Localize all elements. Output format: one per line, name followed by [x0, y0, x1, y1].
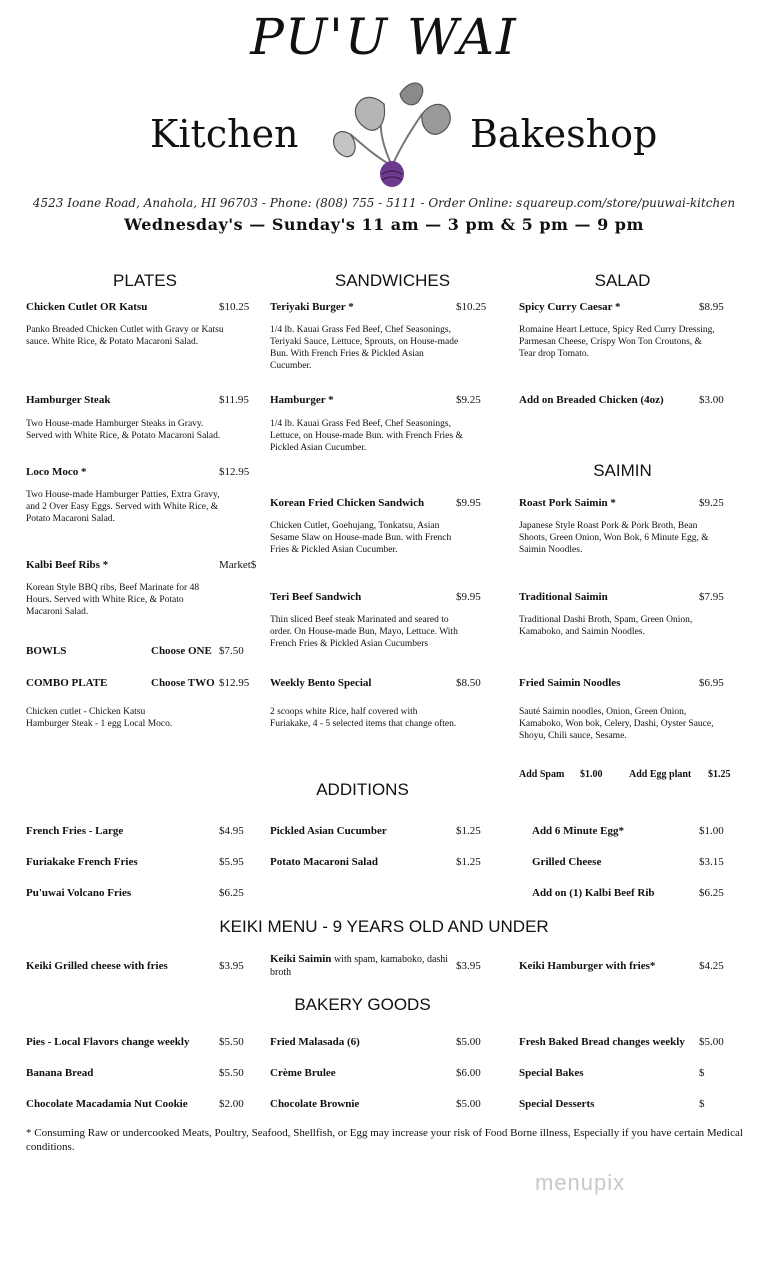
- keiki-item-price: $3.95: [456, 960, 481, 972]
- addition-price: $1.00: [699, 825, 724, 837]
- menu-item-price: $9.95: [456, 591, 481, 603]
- kitchen-subtitle: Kitchen: [150, 112, 299, 156]
- menu-item-price: $9.25: [456, 394, 481, 406]
- menu-item-name: Fried Saimin Noodles: [519, 677, 621, 689]
- menu-item-description: Panko Breaded Chicken Cutlet with Gravy or Katsu sauce. White Rice, & Potato Macaroni Salad.: [26, 325, 224, 347]
- menu-item-description: 1/4 lb. Kauai Grass Fed Beef, Chef Seasonings, Lettuce, on House-made Bun. with French Fries & Pickled Asian Cucumber.: [270, 419, 463, 453]
- addition-name: Grilled Cheese: [532, 856, 602, 868]
- bowls-name: BOWLS: [26, 645, 67, 657]
- addition-price: $6.25: [219, 887, 244, 899]
- salad-heading: SALAD: [594, 271, 651, 290]
- addition-price: $1.25: [456, 856, 481, 868]
- menu-item-price: $9.95: [456, 497, 481, 509]
- menu-item-price: Market$: [219, 559, 257, 571]
- keiki-item-price: $4.25: [699, 960, 724, 972]
- addition-name: Pickled Asian Cucumber: [270, 825, 387, 837]
- menu-item-description: Traditional Dashi Broth, Spam, Green Onion, Kamaboko, and Saimin Noodles.: [519, 615, 693, 637]
- menu-item-price: $8.95: [699, 301, 724, 313]
- menu-item-name: Chicken Cutlet OR Katsu: [26, 301, 148, 313]
- menu-item-price: $7.95: [699, 591, 724, 603]
- menu-item-description: Sauté Saimin noodles, Onion, Green Onion, Kamaboko, Won bok, Celery, Dashi, Oyster Sauce, Shoyu, Chili sauce, Sesame.: [519, 707, 714, 741]
- bakery-item-price: $6.00: [456, 1067, 481, 1079]
- taro-leaf-logo-icon: [322, 74, 462, 192]
- keiki-item-price: $3.95: [219, 960, 244, 972]
- menu-item-description: Korean Style BBQ ribs, Beef Marinate for 48 Hours. Served with White Rice, & Potato Macaroni Salad.: [26, 583, 200, 617]
- menu-item-name: Loco Moco *: [26, 466, 87, 478]
- saimin-heading: SAIMIN: [593, 461, 652, 480]
- menu-item-price: $10.25: [456, 301, 487, 313]
- addition-price: $3.15: [699, 856, 724, 868]
- menu-item-description: Romaine Heart Lettuce, Spicy Red Curry Dressing, Parmesan Cheese, Crispy Won Ton Croutons, & Tear drop Tomato.: [519, 325, 715, 359]
- addition-price: $5.95: [219, 856, 244, 868]
- restaurant-name: PU'U WAI: [250, 8, 518, 66]
- addition-name: Furiakake French Fries: [26, 856, 138, 868]
- combo-plate-description: Chicken cutlet - Chicken Katsu Hamburger Steak - 1 egg Local Moco.: [26, 707, 173, 729]
- menupix-watermark: menupix: [535, 1170, 626, 1195]
- addition-price: $4.95: [219, 825, 244, 837]
- sandwiches-heading: SANDWICHES: [334, 271, 451, 290]
- bakery-heading: BAKERY GOODS: [294, 995, 431, 1014]
- additions-heading: ADDITIONS: [316, 780, 409, 799]
- keiki-item-description: with spam, kamaboko, dashi broth: [270, 954, 449, 978]
- food-safety-disclaimer: * Consuming Raw or undercooked Meats, Poultry, Seafood, Shellfish, or Egg may increase your risk of Food Borne illness, Especially if you have certain Medical conditions.: [26, 1127, 743, 1153]
- menu-item-description: Japanese Style Roast Pork & Pork Broth, Bean Shoots, Green Onion, Won Bok, 6 Minute Egg, & Saimin Noodles.: [519, 521, 709, 555]
- menu-item-price: $11.95: [219, 394, 249, 406]
- bakery-item-price: $: [699, 1067, 705, 1079]
- menu-item-description: Two House-made Hamburger Steaks in Gravy. Served with White Rice, & Potato Macaroni Salad.: [26, 419, 221, 441]
- bakery-item-price: $: [699, 1098, 705, 1110]
- menu-item-name: Kalbi Beef Ribs *: [26, 559, 109, 571]
- menu-item-description: Chicken Cutlet, Goehujang, Tonkatsu, Asian Sesame Slaw on House-made Bun. with French Fries & Pickled Asian Cucumber.: [270, 521, 452, 555]
- add-eggplant-price: $1.25: [708, 769, 731, 780]
- add-eggplant-name: Add Egg plant: [629, 769, 692, 780]
- menu-item-price: $9.25: [699, 497, 724, 509]
- address-line: 4523 Ioane Road, Anahola, HI 96703 - Phone: (808) 755 - 5111 - Order Online: squareup.com/store/puuwai-kitchen: [32, 196, 736, 210]
- bakery-item-name: Special Desserts: [519, 1098, 595, 1110]
- addition-name: Potato Macaroni Salad: [270, 856, 378, 868]
- keiki-item-name: Keiki Saimin: [270, 953, 332, 965]
- menu-item-name: Hamburger *: [270, 394, 334, 406]
- combo-plate-price: $12.95: [219, 677, 250, 689]
- bakery-item-name: Banana Bread: [26, 1067, 94, 1079]
- menu-item-description: 2 scoops white Rice, half covered with Furiakake, 4 - 5 selected items that change often.: [270, 707, 457, 729]
- bakery-item-name: Chocolate Macadamia Nut Cookie: [26, 1098, 188, 1110]
- bakery-item-name: Fried Malasada (6): [270, 1036, 360, 1048]
- addition-price: $6.25: [699, 887, 724, 899]
- menu-item-price: $8.50: [456, 677, 481, 689]
- add-spam-name: Add Spam: [519, 769, 565, 780]
- menu-item-price: $3.00: [699, 394, 724, 406]
- bakery-item-name: Chocolate Brownie: [270, 1098, 360, 1110]
- combo-plate-choose: Choose TWO: [151, 677, 215, 689]
- menu-item-name: Weekly Bento Special: [270, 677, 372, 689]
- bowls-choose: Choose ONE: [151, 645, 212, 657]
- menu-item-price: $12.95: [219, 466, 250, 478]
- menu-item-description: Two House-made Hamburger Patties, Extra Gravy, and 2 Over Easy Eggs. Served with White Rice, & Potato Macaroni Salad.: [26, 490, 220, 524]
- bakery-item-name: Crème Brulee: [270, 1067, 336, 1079]
- keiki-item-name: Keiki Hamburger with fries*: [519, 960, 656, 972]
- addition-name: Add on (1) Kalbi Beef Rib: [532, 887, 655, 899]
- add-spam-price: $1.00: [580, 769, 603, 780]
- menu-item-name: Roast Pork Saimin *: [519, 497, 616, 509]
- menu-item-price: $6.95: [699, 677, 724, 689]
- menu-item-name: Spicy Curry Caesar *: [519, 301, 621, 313]
- menu-item-description: Thin sliced Beef steak Marinated and seared to order. On House-made Bun, Mayo, Lettuce. With French Fries & Pickled Asian Cucumbers: [270, 615, 458, 649]
- bakery-item-name: Pies - Local Flavors change weekly: [26, 1036, 190, 1048]
- keiki-heading: KEIKI MENU - 9 YEARS OLD AND UNDER: [219, 917, 549, 936]
- bakery-item-price: $5.50: [219, 1067, 244, 1079]
- menu-item-name: Add on Breaded Chicken (4oz): [519, 394, 664, 406]
- menu-item-name: Teri Beef Sandwich: [270, 591, 362, 603]
- bakery-item-name: Fresh Baked Bread changes weekly: [519, 1036, 685, 1048]
- bakery-item-price: $5.00: [456, 1036, 481, 1048]
- keiki-item-name: Keiki Grilled cheese with fries: [26, 960, 168, 972]
- bowls-price: $7.50: [219, 645, 244, 657]
- combo-plate-name: COMBO PLATE: [26, 677, 108, 689]
- bakery-item-name: Special Bakes: [519, 1067, 584, 1079]
- menu-item-name: Korean Fried Chicken Sandwich: [270, 497, 425, 509]
- business-hours: Wednesday's — Sunday's 11 am — 3 pm & 5 pm — 9 pm: [124, 215, 644, 234]
- bakery-item-price: $5.00: [456, 1098, 481, 1110]
- bakery-item-price: $5.50: [219, 1036, 244, 1048]
- addition-name: French Fries - Large: [26, 825, 124, 837]
- bakery-item-price: $5.00: [699, 1036, 724, 1048]
- addition-name: Add 6 Minute Egg*: [532, 825, 624, 837]
- bakeshop-subtitle: Bakeshop: [470, 112, 658, 156]
- menu-item-name: Traditional Saimin: [519, 591, 608, 603]
- keiki-saimin: [270, 953, 450, 979]
- menu-item-description: 1/4 lb. Kauai Grass Fed Beef, Chef Seasonings, Teriyaki Sauce, Lettuce, Sprouts, on House-made Bun. With French Fries & Pickled Asian Cucumber.: [270, 325, 459, 371]
- addition-name: Pu'uwai Volcano Fries: [26, 887, 132, 899]
- bakery-item-price: $2.00: [219, 1098, 244, 1110]
- plates-heading: PLATES: [113, 271, 177, 290]
- addition-price: $1.25: [456, 825, 481, 837]
- menu-item-name: Teriyaki Burger *: [270, 301, 354, 313]
- menu-item-name: Hamburger Steak: [26, 394, 111, 406]
- menu-item-price: $10.25: [219, 301, 250, 313]
